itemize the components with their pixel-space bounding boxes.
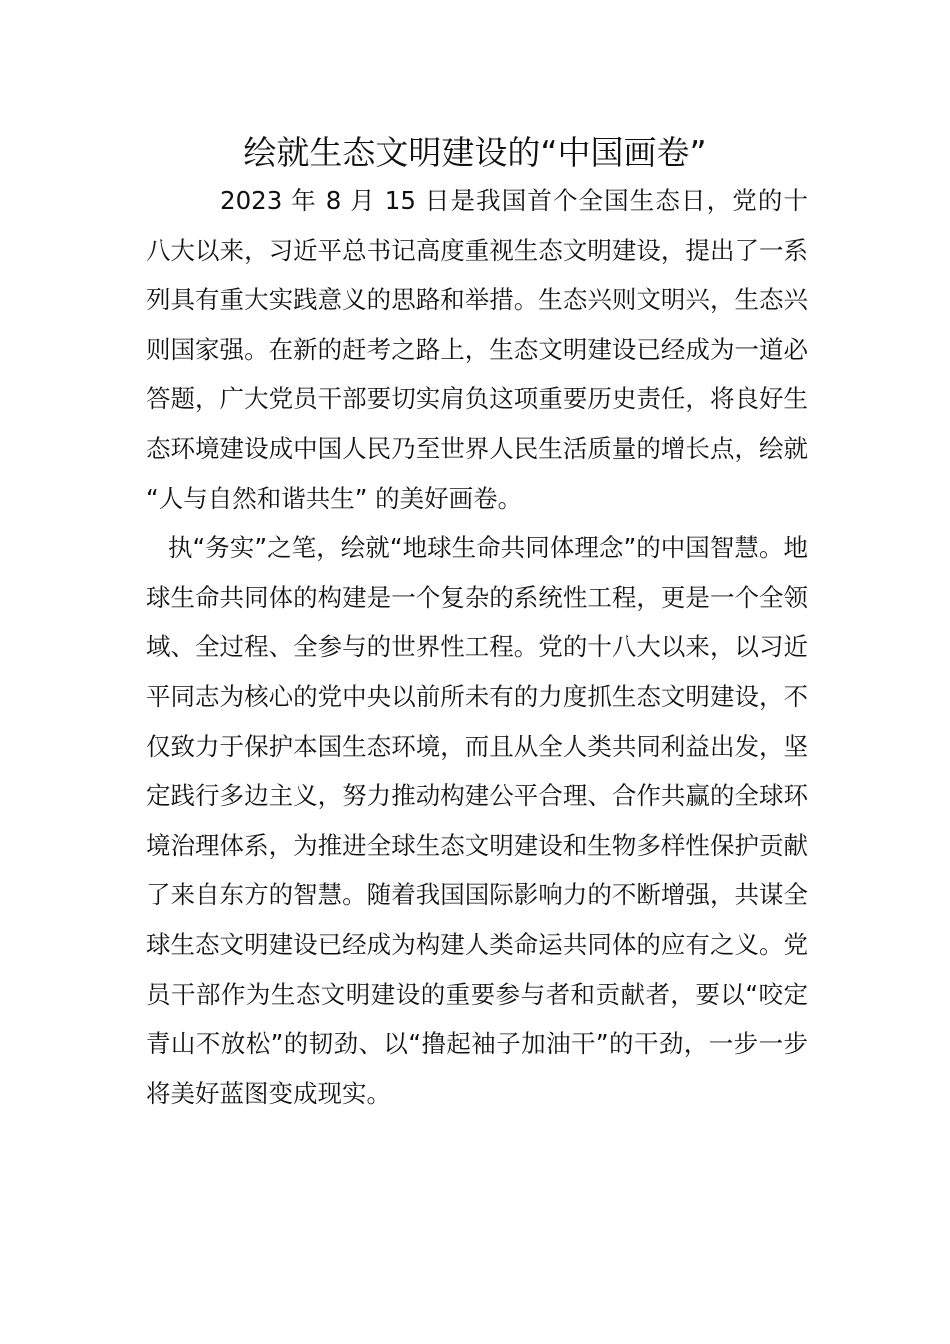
document-title: 绘就生态文明建设的“中国画卷” (243, 133, 707, 172)
paragraph-intro: 2023 年 8 月 15 日是我国首个全国生态日，党的十八大以来，习近平总书记高度重视生态文明建设，提出了一系列具有重大实践意义的思路和举措。生态兴则文明兴，生态兴则国家强。在新的赶考之路上，生态文明建设已经成为一道必答题，广大党员干部要切实肩负这项重要历史责任，将良好生态环境建设成中国人民乃至世界人民生活质量的增长点，绘就 “人与自然和谐共生” 的美好画卷。 (146, 186, 808, 513)
paragraph-global-wisdom: 执“务实”之笔，绘就“地球生命共同体理念”的中国智慧。地球生命共同体的构建是一个复杂的系统性工程，更是一个全领域、全过程、全参与的世界性工程。党的十八大以来，以习近平同志为核心的党中央以前所未有的力度抓生态文明建设，不仅致力于保护本国生态环境，而且从全人类共同利益出发，坚定践行多边主义，努力推动构建公平合理、合作共赢的全球环境治理体系，为推进全球生态文明建设和生物多样性保护贡献了来自东方的智慧。随着我国国际影响力的不断增强，共谋全球生态文明建设已经成为构建人类命运共同体的应有之义。党员干部作为生态文明建设的重要参与者和贡献者，要以“咬定青山不放松”的韧劲、以“撸起袖子加油干”的干劲，一步一步将美好蓝图变成现实。 (146, 533, 808, 1108)
document-body (146, 176, 808, 1118)
